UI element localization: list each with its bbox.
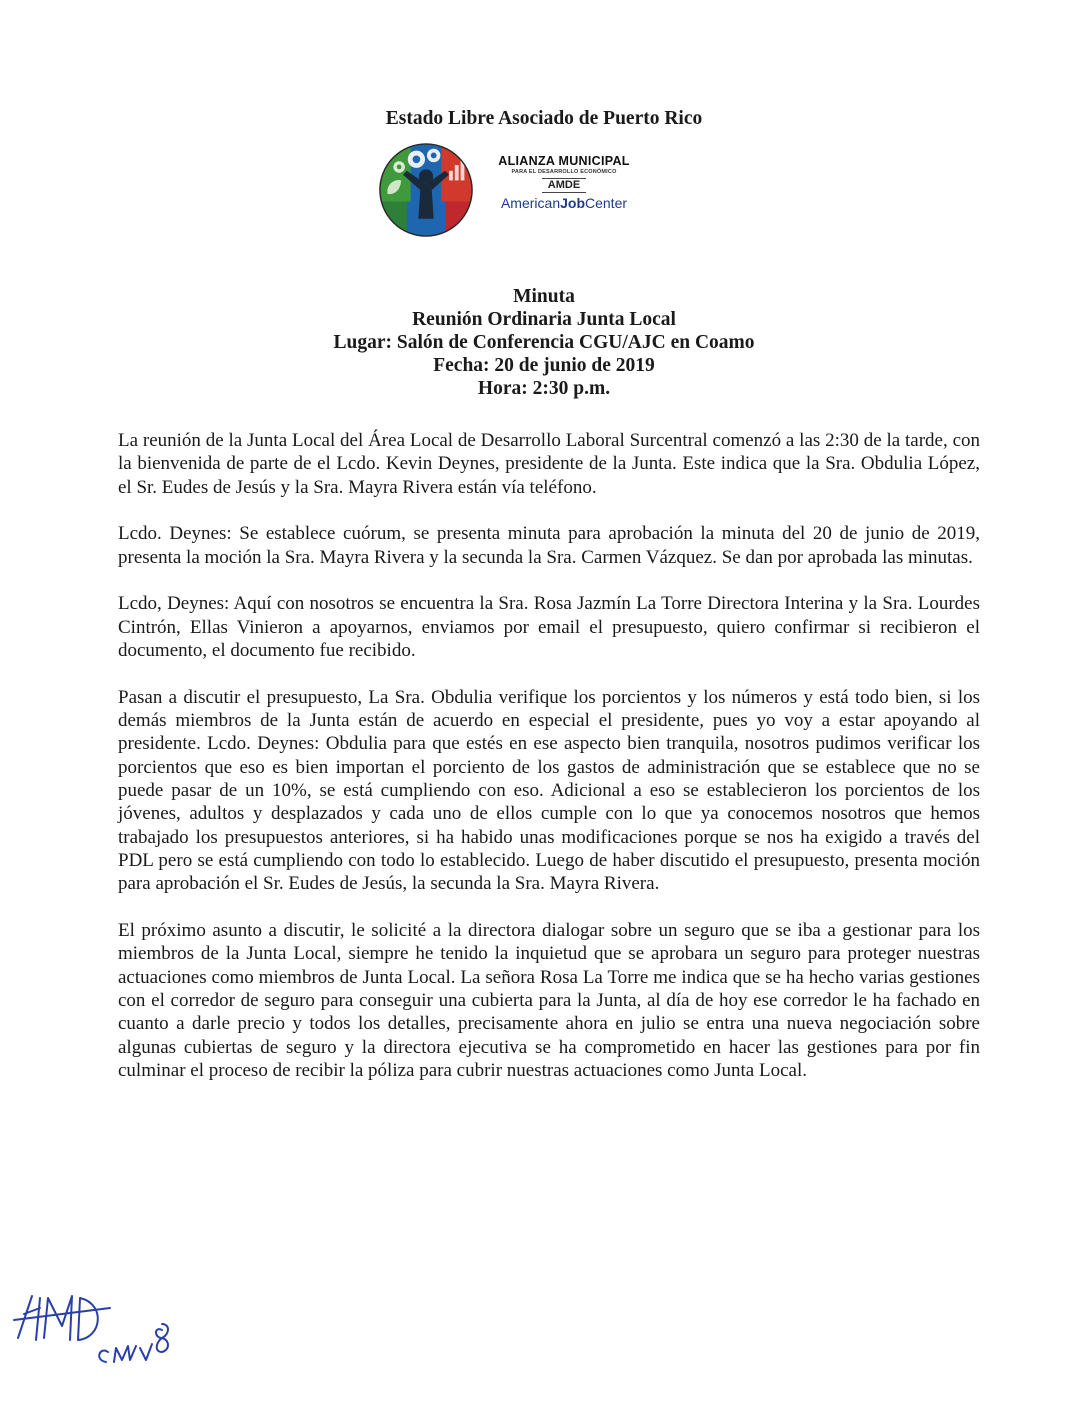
ajc-suffix: Center bbox=[585, 195, 628, 211]
handwritten-initials bbox=[10, 1268, 190, 1378]
logo-name-line: ALIANZA MUNICIPAL bbox=[498, 154, 630, 168]
paragraph: Pasan a discutir el presupuesto, La Sra. Obdulia verifique los porcientos y los números y está todo bien, si los demás miembros de la Junta están de acuerdo en especial el presidente, pues yo voy a estar apoyando al presidente. Lcdo. Deynes: Obdulia para que estés en ese aspecto bien tranquila, nosotros pudimos verificar los porcientos que eso es bien importan el porciento de los gastos de administración que se establece que no se puede pasar de un 10%, se está cumpliendo con eso. Adicional a eso se establecieron los porcientos de los jóvenes, adultos y desplazados y cada uno de ellos cumple con lo que ya conocemos nosotros que hemos trabajado los presupuestos anteriores, si ha habido unas modificaciones porque se nos ha exigido a través del PDL pero se está cumpliendo con todo lo establecido. Luego de haber discutido el presupuesto, presenta moción para aprobación el Sr. Eudes de Jesús, la secunda la Sra. Mayra Rivera. bbox=[118, 686, 980, 895]
american-job-center-wordmark bbox=[480, 195, 648, 211]
government-title: Estado Libre Asociado de Puerto Rico bbox=[385, 108, 703, 129]
paragraph: Lcdo, Deynes: Aquí con nosotros se encuentra la Sra. Rosa Jazmín La Torre Directora Interina y la Sra. Lourdes Cintrón, Ellas Vinieron a apoyarnos, enviamos por email el presupuesto, quiero confirmar si recibieron el documento, el documento fue recibido. bbox=[118, 593, 980, 662]
logo-acronym: AMDE bbox=[542, 178, 586, 193]
document-heading bbox=[0, 285, 1088, 400]
paragraph: El próximo asunto a discutir, le solicité a la directora dialogar sobre un seguro que se iba a gestionar para los miembros de la Junta Local, siempre he tenido la inquietud que se aprobara un seguro para proteger nuestras actuaciones como miembros de Junta Local. La señora Rosa La Torre me indica que se ha hecho varias gestiones con el corredor de seguro para conseguir una cubierta para la Junta, al día de hoy ese corredor le ha fachado en cuanto a darle precio y todos los detalles, precisamente ahora en julio se entra una nueva negociación sobre algunas cubiertas de seguro y la directora ejecutiva se ha comprometido en hacer las gestiones para por fin culminar el proceso de recibir la póliza para cubrir nuestras actuaciones como Junta Local. bbox=[118, 920, 980, 1081]
logo-text bbox=[480, 154, 648, 211]
minutes-body bbox=[118, 429, 980, 1106]
paragraph: Lcdo. Deynes: Se establece cuórum, se presenta minuta para aprobación la minuta del 20 de junio de 2019, presenta la moción la Sra. Mayra Rivera y la secunda la Sra. Carmen Vázquez. Se dan por aprobada las minutas. bbox=[118, 523, 980, 568]
amde-gear-figure-logo-icon bbox=[378, 142, 474, 238]
document-title: Minuta bbox=[513, 286, 575, 307]
logo-sub-line: PARA EL DESARROLLO ECONÓMICO bbox=[511, 169, 617, 175]
meeting-place: Lugar: Salón de Conferencia CGU/AJC en Coamo bbox=[333, 332, 755, 353]
meeting-date: Fecha: 20 de junio de 2019 bbox=[433, 355, 655, 376]
ajc-bold: Job bbox=[560, 195, 585, 211]
meeting-time: Hora: 2:30 p.m. bbox=[477, 378, 611, 399]
organization-logo bbox=[378, 142, 648, 238]
paragraph: La reunión de la Junta Local del Área Local de Desarrollo Laboral Surcentral comenzó a las 2:30 de la tarde, con la bienvenida de parte de el Lcdo. Kevin Deynes, presidente de la Junta. Este indica que la Sra. Obdulia López, el Sr. Eudes de Jesús y la Sra. Mayra Rivera están vía teléfono. bbox=[118, 430, 980, 498]
meeting-name: Reunión Ordinaria Junta Local bbox=[412, 309, 676, 330]
ajc-prefix: American bbox=[500, 195, 561, 211]
